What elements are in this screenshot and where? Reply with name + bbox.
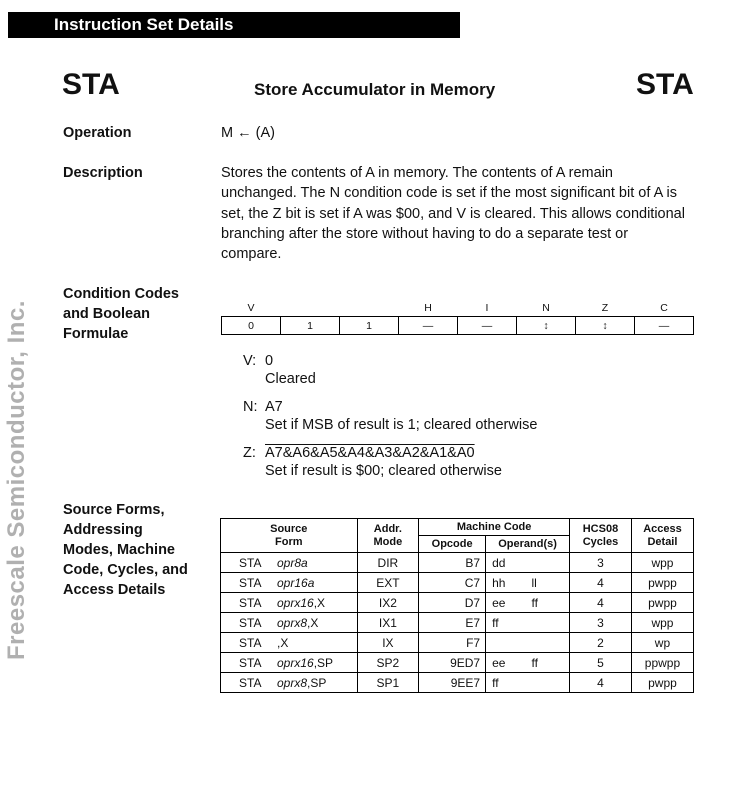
- row-operands: [486, 553, 570, 573]
- description-line: Stores the contents of A in memory. The contents of A remain: [221, 165, 613, 181]
- row-operand-1: ff: [492, 615, 499, 630]
- formula-note: Cleared: [265, 371, 316, 387]
- row-access: pwpp: [631, 593, 693, 613]
- row-suffix: ,X: [277, 635, 289, 650]
- source-forms-label-line: Addressing: [63, 522, 143, 538]
- row-mode: EXT: [357, 573, 419, 593]
- ccr-flag-c: C: [660, 302, 668, 314]
- source-forms-table: [220, 518, 694, 693]
- source-form-cell: [221, 573, 358, 593]
- operation-label: Operation: [63, 125, 132, 141]
- header-text: Detail: [647, 535, 678, 548]
- table-row: [221, 553, 694, 573]
- row-access: pwpp: [631, 673, 693, 693]
- source-form-cell: [221, 613, 358, 633]
- source-forms-label-line: Modes, Machine: [63, 542, 175, 558]
- ccr-value-n: ↕: [517, 317, 576, 335]
- row-mode: SP1: [357, 673, 419, 693]
- row-mode: IX: [357, 633, 419, 653]
- row-operands: [486, 633, 570, 653]
- source-forms-label: [63, 500, 203, 600]
- header-text: Form: [275, 535, 303, 548]
- header-operands: Operand(s): [486, 536, 570, 553]
- header-addr-mode: [357, 519, 419, 553]
- row-operand-1: dd: [492, 555, 506, 570]
- row-opcode: C7: [419, 573, 486, 593]
- header-opcode: Opcode: [419, 536, 486, 553]
- formula-value: A7: [265, 399, 283, 415]
- source-form-cell: [221, 593, 358, 613]
- formula-note: Set if result is $00; cleared otherwise: [265, 463, 502, 479]
- row-access: ppwpp: [631, 653, 693, 673]
- header-text: Source: [270, 522, 308, 535]
- row-operand-1: ee: [492, 655, 506, 670]
- description-line: unchanged. The N condition code is set if the most significant bit of A is: [221, 185, 677, 202]
- sidebar-vendor-text: Freescale Semiconductor, Inc.: [3, 300, 30, 660]
- table-row: [221, 613, 694, 633]
- source-form-cell: [221, 553, 358, 573]
- condition-codes-label-line: Formulae: [63, 326, 129, 342]
- ccr-flag-blank1: [281, 300, 340, 317]
- row-mode: DIR: [357, 553, 419, 573]
- row-suffix: ,X: [313, 595, 326, 610]
- source-forms-label-line: Source Forms,: [63, 502, 165, 518]
- operation-text: M ← (A): [221, 125, 275, 141]
- condition-code-register: [221, 300, 694, 335]
- source-form-cell: [221, 653, 358, 673]
- row-cycles: 4: [570, 673, 632, 693]
- row-operand: opr8a: [277, 555, 308, 570]
- row-operands: [486, 613, 570, 633]
- ccr-flag-i: I: [485, 302, 489, 314]
- ccr-flag-h: H: [424, 302, 432, 314]
- row-mnemonic: STA: [239, 635, 262, 650]
- ccr-flag-blank2: [340, 300, 399, 317]
- row-operand: oprx16: [277, 655, 314, 670]
- row-operand-1: ee: [492, 595, 506, 610]
- table-row: [221, 633, 694, 653]
- row-operand-1: ff: [492, 675, 499, 690]
- ccr-value-bit6: 1: [281, 317, 340, 335]
- ccr-value-bit5: 1: [340, 317, 399, 335]
- row-operand-2: ff: [531, 655, 538, 670]
- formula-v: [243, 352, 316, 388]
- row-mnemonic: STA: [239, 575, 262, 590]
- header-text: HCS08: [582, 522, 619, 535]
- header-access-detail: [631, 519, 693, 553]
- ccr-value-v: 0: [222, 317, 281, 335]
- row-cycles: 4: [570, 573, 632, 593]
- row-operands: [486, 653, 570, 673]
- formula-n: [243, 398, 537, 434]
- formula-flag: N:: [243, 399, 258, 415]
- row-mnemonic: STA: [239, 595, 262, 610]
- row-opcode: 9ED7: [419, 653, 486, 673]
- formula-z: [243, 444, 502, 480]
- row-access: wpp: [631, 553, 693, 573]
- table-row: [221, 653, 694, 673]
- section-title: Instruction Set Details: [54, 15, 234, 34]
- row-opcode: 9EE7: [419, 673, 486, 693]
- formula-flag: Z:: [243, 445, 256, 461]
- source-forms-label-line: Code, Cycles, and: [63, 562, 188, 578]
- row-access: wpp: [631, 613, 693, 633]
- source-form-cell: [221, 673, 358, 693]
- row-operands: [486, 573, 570, 593]
- description-line: set, the Z bit is set if A was $00, and V is cleared. This allows conditional: [221, 205, 685, 222]
- condition-codes-label: [63, 284, 203, 344]
- description-label: Description: [63, 165, 143, 181]
- header-hcs08-cycles: [570, 519, 632, 553]
- row-cycles: 2: [570, 633, 632, 653]
- table-row: [221, 673, 694, 693]
- row-operand: oprx8: [277, 615, 308, 630]
- row-mnemonic: STA: [239, 555, 262, 570]
- header-text: Access: [643, 522, 682, 535]
- table-row: [221, 573, 694, 593]
- row-mnemonic: STA: [239, 655, 262, 670]
- formula-flag: V:: [243, 353, 257, 369]
- row-operand: oprx8: [277, 675, 308, 690]
- description-line: branching after the store without having to do a separate test or: [221, 225, 629, 242]
- row-operands: [486, 593, 570, 613]
- row-access: pwpp: [631, 573, 693, 593]
- row-mnemonic: STA: [239, 615, 262, 630]
- row-operand: oprx16: [277, 595, 314, 610]
- ccr-flag-z: Z: [601, 302, 609, 314]
- table-row: [221, 593, 694, 613]
- row-cycles: 3: [570, 613, 632, 633]
- row-access: wp: [631, 633, 693, 653]
- mnemonic-right: STA: [636, 68, 694, 101]
- ccr-value-h: —: [399, 317, 458, 335]
- row-cycles: 4: [570, 593, 632, 613]
- row-mnemonic: STA: [239, 675, 262, 690]
- ccr-value-z: ↕: [576, 317, 635, 335]
- row-suffix: ,X: [307, 615, 319, 630]
- ccr-value-i: —: [458, 317, 517, 335]
- description-line: compare.: [221, 246, 282, 263]
- row-mode: IX2: [357, 593, 419, 613]
- row-operand-2: ll: [531, 575, 537, 590]
- formula-value: 0: [265, 353, 274, 369]
- source-form-cell: [221, 633, 358, 653]
- row-cycles: 3: [570, 553, 632, 573]
- row-cycles: 5: [570, 653, 632, 673]
- row-operand: opr16a: [277, 575, 315, 590]
- condition-codes-label-line: Condition Codes: [63, 286, 179, 302]
- row-mode: IX1: [357, 613, 419, 633]
- ccr-flag-n: N: [542, 302, 550, 314]
- row-opcode: D7: [419, 593, 486, 613]
- header-source-form: [221, 519, 358, 553]
- header-text: Mode: [373, 535, 403, 548]
- header-text: Addr.: [373, 522, 402, 535]
- formula-note: Set if MSB of result is 1; cleared otherwise: [265, 417, 538, 433]
- header-text: Cycles: [582, 535, 619, 548]
- row-suffix: ,SP: [307, 675, 327, 690]
- ccr-flag-v: V: [247, 302, 255, 314]
- row-suffix: ,SP: [313, 655, 334, 670]
- ccr-value-c: —: [635, 317, 694, 335]
- row-operand-2: ff: [531, 595, 538, 610]
- instruction-title: Store Accumulator in Memory: [254, 80, 496, 99]
- header-machine-code: Machine Code: [419, 519, 570, 536]
- condition-codes-label-line: and Boolean: [63, 306, 151, 322]
- description-text: [221, 163, 685, 264]
- formula-value: A7&A6&A5&A4&A3&A2&A1&A0: [265, 445, 475, 461]
- row-operand-1: hh: [492, 575, 506, 590]
- row-mode: SP2: [357, 653, 419, 673]
- mnemonic-left: STA: [62, 68, 120, 101]
- row-opcode: F7: [419, 633, 486, 653]
- row-opcode: E7: [419, 613, 486, 633]
- source-forms-label-line: Access Details: [63, 582, 166, 598]
- row-opcode: B7: [419, 553, 486, 573]
- row-operands: [486, 673, 570, 693]
